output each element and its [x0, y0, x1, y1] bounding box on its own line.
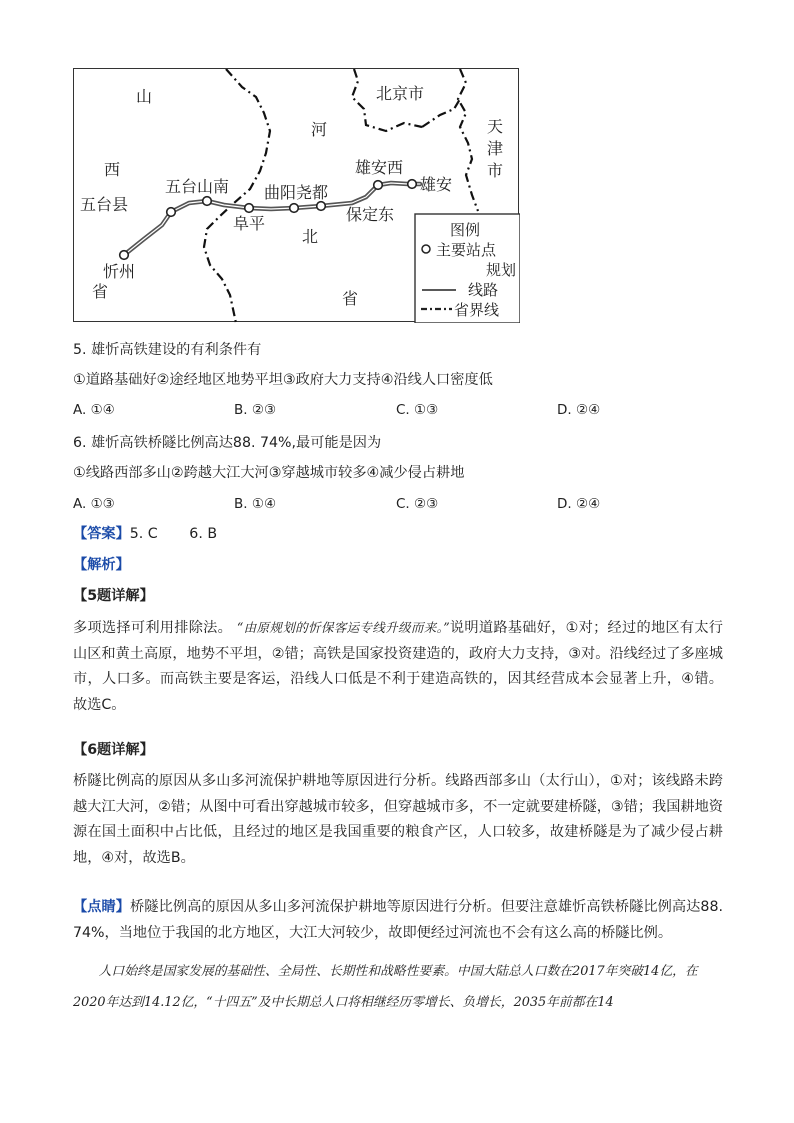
q5-conditions: ①道路基础好②途经地区地势平坦③政府大力支持④沿线人口密度低	[73, 372, 493, 388]
q6-stem: 6. 雄忻高铁桥隧比例高达88. 74%,最可能是因为	[73, 435, 382, 451]
q6-option-a: A. ①③	[73, 496, 115, 512]
label-wutaishannan: 五台山南	[165, 177, 230, 196]
analysis-label: 【解析】	[73, 557, 130, 573]
tip-text: 桥隧比例高的原因从多山多河流保护耕地等原因进行分析。但要注意雄忻高铁桥隧比例高达88. 74%，当地位于我国的北方地区，大江大河较少，故即便经过河流也不会有这么高的桥隧比例。	[73, 899, 723, 941]
detail6-label: 【6题详解】	[73, 742, 154, 758]
station-wutaishannan	[203, 197, 212, 206]
label-tianjin-3: 市	[487, 161, 504, 180]
detail5-label: 【5题详解】	[73, 588, 154, 604]
station-quyangyaodu-b	[317, 202, 326, 211]
q5-option-b: B. ②③	[234, 402, 277, 418]
legend-boundary: 省界线	[454, 301, 500, 319]
label-tianjin-2: 津	[487, 139, 504, 158]
label-hebei-2: 北	[302, 227, 319, 246]
label-shanxi-3: 省	[92, 282, 109, 301]
q5-option-d: D. ②④	[557, 402, 601, 418]
tip-label: 【点睛】	[73, 899, 131, 915]
legend-planned-2: 线路	[468, 281, 499, 299]
detail5-quote: “由原规划的忻保客运专线升级而来。”	[236, 620, 450, 635]
q6-option-b: B. ①④	[234, 496, 277, 512]
detail5-text-after: 说明道路基础好，①对；经过的地区有太行山区和黄土高原，地势不平坦，②错；高铁是国家投资建造的，政府大力支持，③对。沿线经过了多座城市，人口多。而高铁主要是客运，沿线人口低是不利于建造高铁的，因其经营成本会显著上升，④错。故选C。	[73, 620, 723, 713]
q5-option-a: A. ①④	[73, 402, 115, 418]
shanxi-hebei-boundary	[204, 69, 270, 323]
label-hebei-1: 河	[311, 120, 328, 139]
station-fuping	[245, 204, 254, 213]
map-legend	[415, 214, 520, 323]
tip-paragraph	[73, 895, 723, 946]
label-shanxi-1: 山	[136, 87, 153, 106]
beijing-boundary-east	[458, 69, 478, 211]
q5-stem: 5. 雄忻高铁建设的有利条件有	[73, 342, 262, 358]
q6-option-c: C. ②③	[396, 496, 439, 512]
label-baodingdong: 保定东	[346, 205, 395, 224]
station-xinzhou	[120, 251, 129, 260]
label-quyangyaodu: 曲阳尧都	[264, 183, 329, 202]
label-hebei-3: 省	[342, 289, 359, 308]
station-quyangyaodu-a	[290, 204, 299, 213]
q6-option-d: D. ②④	[557, 496, 601, 512]
detail6-text: 桥隧比例高的原因从多山多河流保护耕地等原因进行分析。线路西部多山（太行山），①对；该线路未跨越大江大河，②错；从图中可看出穿越城市较多，但穿越城市多，不一定就要建桥隧，③错；我国耕地资源在国土面积中占比低，且经过的地区是我国重要的粮食产区，人口较多，故建桥隧是为了减少侵占耕地，④对，故选B。	[73, 773, 723, 866]
legend-station: 主要站点	[436, 241, 497, 259]
legend-title: 图例	[450, 221, 481, 239]
map-drawing	[74, 69, 520, 323]
hebei-boundary-south	[422, 99, 460, 127]
label-tianjin-1: 天	[487, 117, 504, 136]
q6-conditions: ①线路西部多山②跨越大江大河③穿越城市较多④减少侵占耕地	[73, 465, 465, 481]
label-shanxi-2: 西	[104, 160, 121, 179]
railway-map	[73, 68, 519, 322]
q5-option-c: C. ①③	[396, 402, 439, 418]
station-wutaixian	[167, 208, 176, 217]
label-xiongnanxi: 雄安西	[355, 158, 404, 177]
answer-value: 5. C 6. B	[129, 526, 218, 542]
label-beijing: 北京市	[376, 84, 425, 103]
detail5-text-before: 多项选择可利用排除法。	[73, 620, 237, 636]
label-fuping: 阜平	[233, 214, 266, 233]
answer-label: 【答案】	[73, 526, 130, 542]
label-xiongan: 雄安	[420, 175, 453, 194]
legend-planned-1: 规划	[486, 261, 517, 279]
detail5-text	[73, 615, 723, 718]
next-passage: 人口始终是国家发展的基础性、全局性、长期性和战略性要素。中国大陆总人口数在2017年突破14亿，在2020年达到14.12亿，“十四五”及中长期总人口将相继经历零增长、负增长，2035年前都在14	[73, 964, 698, 1010]
answer-line	[73, 524, 217, 544]
label-wutaixian: 五台县	[80, 195, 129, 214]
label-xinzhou: 忻州	[103, 262, 136, 281]
station-baodingdong	[374, 181, 383, 190]
station-xiongan	[408, 180, 417, 189]
